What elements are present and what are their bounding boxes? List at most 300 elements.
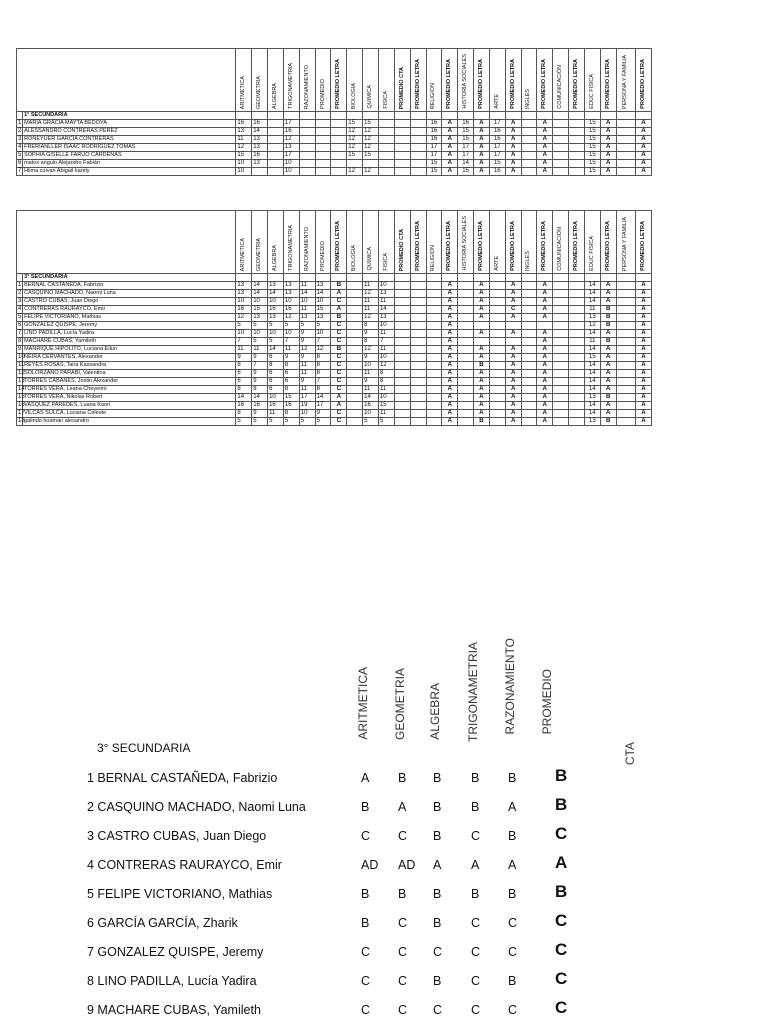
grade-cell bbox=[553, 128, 569, 136]
zoom-average-letter: A bbox=[555, 853, 568, 872]
column-header-label: QUIMICA bbox=[367, 85, 374, 109]
grade-cell bbox=[616, 136, 636, 144]
grade-cell: B bbox=[474, 362, 490, 370]
column-header-label: PROMEDIO LETRA bbox=[604, 59, 611, 109]
column-header-label: BIOLOGIA bbox=[351, 82, 358, 109]
column-header-label: PROMEDIO CTA bbox=[398, 228, 405, 271]
row-number: 3 bbox=[18, 136, 22, 142]
grade-cell: A bbox=[636, 144, 652, 152]
grade-cell: 12 bbox=[283, 136, 299, 144]
grade-cell bbox=[394, 386, 410, 394]
grade-cell: A bbox=[636, 386, 652, 394]
zoom-grade: A bbox=[398, 800, 407, 814]
zoom-grade: B bbox=[433, 974, 442, 988]
grade-cell bbox=[410, 346, 426, 354]
grade-cell: A bbox=[636, 394, 652, 402]
grade-cell: 16 bbox=[426, 136, 442, 144]
grade-cell bbox=[410, 394, 426, 402]
column-header bbox=[252, 211, 268, 274]
column-header-label: EDUC FISICA bbox=[588, 236, 595, 271]
row-number: 15 bbox=[18, 394, 25, 400]
grade-cell bbox=[569, 354, 585, 362]
grade-cell: 10 bbox=[315, 330, 331, 338]
column-header-label: PROMEDIO bbox=[319, 79, 326, 109]
grade-cell bbox=[299, 152, 315, 160]
grade-cell: A bbox=[600, 346, 616, 354]
grade-cell: 12 bbox=[584, 322, 600, 330]
grade-cell: 5 bbox=[252, 322, 268, 330]
column-header bbox=[315, 49, 331, 112]
grade-cell bbox=[569, 346, 585, 354]
student-name: TORRES VERA, Nikolas Robert bbox=[23, 394, 236, 402]
row-number: 2 bbox=[18, 128, 22, 134]
grade-cell: 13 bbox=[252, 160, 268, 168]
grade-cell: A bbox=[474, 410, 490, 418]
student-name: MACHARE CUBAS, Yamileth bbox=[23, 338, 236, 346]
grade-cell bbox=[426, 314, 442, 322]
cell bbox=[252, 274, 268, 282]
grade-cell: 8 bbox=[236, 386, 252, 394]
grade-cell bbox=[616, 120, 636, 128]
grade-cell: 14 bbox=[584, 330, 600, 338]
grade-cell: A bbox=[537, 314, 553, 322]
column-header-label: PROMEDIO LETRA bbox=[541, 59, 548, 109]
grade-cell bbox=[521, 168, 537, 176]
grade-cell: 11 bbox=[299, 282, 315, 290]
column-header bbox=[584, 49, 600, 112]
grade-cell: B bbox=[600, 322, 616, 330]
grade-cell: B bbox=[331, 314, 347, 322]
row-number: 17 bbox=[18, 410, 25, 416]
grades-table-1 bbox=[16, 48, 652, 176]
column-header bbox=[569, 211, 585, 274]
zoom-grade: C bbox=[361, 829, 371, 843]
grade-cell: 8 bbox=[378, 370, 394, 378]
grade-cell bbox=[394, 330, 410, 338]
grade-cell: 14 bbox=[584, 402, 600, 410]
grade-cell: A bbox=[474, 402, 490, 410]
grade-cell bbox=[378, 136, 394, 144]
zoom-grade: C bbox=[398, 945, 408, 959]
table-row bbox=[17, 306, 652, 314]
grade-cell bbox=[394, 128, 410, 136]
grade-cell: 16 bbox=[283, 306, 299, 314]
grade-cell: 6 bbox=[236, 378, 252, 386]
grade-cell: 10 bbox=[378, 394, 394, 402]
grade-cell: 14 bbox=[458, 160, 474, 168]
grade-cell bbox=[347, 378, 363, 386]
grade-cell: 17 bbox=[458, 152, 474, 160]
zoom-student-name: 7 GONZALEZ QUISPE, Jeremy bbox=[87, 945, 264, 959]
grade-cell: A bbox=[636, 298, 652, 306]
zoom-column-header bbox=[356, 640, 376, 740]
grade-cell bbox=[378, 152, 394, 160]
grade-cell: 9 bbox=[363, 378, 379, 386]
grade-cell: 8 bbox=[315, 370, 331, 378]
grade-cell bbox=[426, 330, 442, 338]
grade-cell bbox=[458, 338, 474, 346]
grade-cell: 10 bbox=[299, 410, 315, 418]
grade-cell: A bbox=[537, 362, 553, 370]
grade-cell: A bbox=[442, 378, 458, 386]
grade-cell bbox=[616, 144, 636, 152]
grade-cell bbox=[521, 394, 537, 402]
grade-cell bbox=[458, 362, 474, 370]
row-number: 9 bbox=[18, 346, 22, 352]
grade-cell bbox=[569, 410, 585, 418]
zoom-grade: AD bbox=[398, 858, 416, 872]
zoom-section-title: 3° SECUNDARIA bbox=[97, 741, 191, 755]
grade-cell: A bbox=[636, 282, 652, 290]
column-header bbox=[268, 49, 284, 112]
grade-cell: A bbox=[600, 160, 616, 168]
grade-cell: 16 bbox=[283, 128, 299, 136]
cell bbox=[505, 112, 521, 120]
table-row bbox=[17, 418, 652, 426]
grade-cell: 12 bbox=[347, 144, 363, 152]
column-header bbox=[489, 211, 505, 274]
grade-cell bbox=[537, 322, 553, 330]
cell bbox=[569, 112, 585, 120]
grade-cell bbox=[521, 354, 537, 362]
grade-cell: 10 bbox=[283, 330, 299, 338]
zoom-row bbox=[85, 824, 605, 849]
grade-cell: A bbox=[537, 330, 553, 338]
row-number: 5 bbox=[18, 314, 22, 320]
grade-cell: 12 bbox=[363, 346, 379, 354]
grade-cell: 15 bbox=[584, 160, 600, 168]
grade-cell: 17 bbox=[283, 152, 299, 160]
grade-cell: 12 bbox=[363, 290, 379, 298]
grade-cell: 13 bbox=[236, 282, 252, 290]
table-row bbox=[17, 290, 652, 298]
grade-cell: A bbox=[505, 314, 521, 322]
zoom-grade: C bbox=[471, 974, 481, 988]
grade-cell: A bbox=[474, 298, 490, 306]
grade-cell: 12 bbox=[363, 128, 379, 136]
grade-cell: A bbox=[474, 378, 490, 386]
grade-cell: 12 bbox=[236, 144, 252, 152]
grade-cell: 12 bbox=[347, 128, 363, 136]
grade-cell bbox=[347, 346, 363, 354]
grade-cell bbox=[616, 338, 636, 346]
grade-cell bbox=[268, 120, 284, 128]
grade-cell: 13 bbox=[283, 144, 299, 152]
zoom-grade: B bbox=[361, 887, 370, 901]
grade-cell: A bbox=[442, 314, 458, 322]
column-header-label: PROMEDIO bbox=[319, 241, 326, 271]
table-row bbox=[17, 410, 652, 418]
grade-cell bbox=[394, 402, 410, 410]
zoom-grade: C bbox=[433, 945, 443, 959]
column-header bbox=[331, 211, 347, 274]
column-header bbox=[363, 211, 379, 274]
column-header bbox=[458, 211, 474, 274]
column-header bbox=[268, 211, 284, 274]
zoom-grade: B bbox=[508, 974, 517, 988]
grade-cell bbox=[474, 322, 490, 330]
cell bbox=[363, 274, 379, 282]
grade-cell bbox=[410, 314, 426, 322]
grade-cell bbox=[458, 298, 474, 306]
grade-cell bbox=[521, 402, 537, 410]
zoom-column-header-label: CTA bbox=[623, 741, 637, 765]
grade-cell: 8 bbox=[236, 362, 252, 370]
grade-cell bbox=[474, 338, 490, 346]
grade-cell bbox=[410, 128, 426, 136]
grade-cell: C bbox=[505, 306, 521, 314]
grade-cell bbox=[410, 136, 426, 144]
grade-cell bbox=[315, 144, 331, 152]
grade-cell: A bbox=[474, 306, 490, 314]
grade-cell bbox=[394, 136, 410, 144]
grade-cell bbox=[521, 410, 537, 418]
zoom-grade: C bbox=[508, 916, 518, 930]
grade-cell bbox=[616, 330, 636, 338]
grade-cell bbox=[347, 410, 363, 418]
grade-cell bbox=[252, 168, 268, 176]
column-header-label: INGLES bbox=[525, 250, 532, 271]
table-row bbox=[17, 386, 652, 394]
grade-cell: 13 bbox=[268, 314, 284, 322]
zoom-row bbox=[85, 882, 605, 907]
cell bbox=[268, 274, 284, 282]
grade-cell bbox=[616, 160, 636, 168]
grade-cell bbox=[426, 354, 442, 362]
cell bbox=[378, 274, 394, 282]
grade-cell: 14 bbox=[252, 282, 268, 290]
grade-cell: 15 bbox=[363, 120, 379, 128]
grade-cell: 10 bbox=[268, 330, 284, 338]
student-name: BERNAL CASTAÑEDA, Fabrizio bbox=[23, 282, 236, 290]
grade-cell bbox=[489, 330, 505, 338]
column-header-label: ALGEBRA bbox=[271, 245, 278, 271]
grade-cell: 14 bbox=[584, 282, 600, 290]
zoom-student-name: 2 CASQUINO MACHADO, Naomi Luna bbox=[87, 800, 306, 814]
column-header-label: INGLES bbox=[525, 88, 532, 109]
grade-cell: 11 bbox=[378, 386, 394, 394]
row-number: 14 bbox=[18, 386, 25, 392]
grade-cell: 9 bbox=[363, 330, 379, 338]
zoom-student-name: 4 CONTRERAS RAURAYCO, Emir bbox=[87, 858, 282, 872]
zoom-row bbox=[85, 795, 605, 820]
grade-cell: 10 bbox=[378, 322, 394, 330]
grade-cell: 10 bbox=[378, 354, 394, 362]
grade-cell bbox=[489, 346, 505, 354]
grade-cell bbox=[553, 282, 569, 290]
zoom-grade: B bbox=[433, 771, 442, 785]
table-row bbox=[17, 168, 652, 176]
grade-cell: A bbox=[474, 120, 490, 128]
zoom-column-header-label: ARITMETICA bbox=[356, 667, 370, 740]
grade-cell: A bbox=[537, 354, 553, 362]
column-header bbox=[442, 211, 458, 274]
grade-cell: 15 bbox=[426, 160, 442, 168]
grade-cell: 15 bbox=[489, 160, 505, 168]
grade-cell: A bbox=[442, 410, 458, 418]
grade-cell bbox=[616, 418, 636, 426]
zoom-grade: C bbox=[508, 945, 518, 959]
grade-cell: A bbox=[442, 362, 458, 370]
grade-cell bbox=[521, 120, 537, 128]
grade-cell: A bbox=[537, 418, 553, 426]
student-name: NEIRA CERVANTES, Alexander bbox=[23, 354, 236, 362]
grade-cell: 14 bbox=[252, 290, 268, 298]
grade-cell bbox=[569, 418, 585, 426]
grade-cell: 10 bbox=[236, 298, 252, 306]
grade-cell: C bbox=[331, 410, 347, 418]
column-header bbox=[299, 211, 315, 274]
column-header bbox=[394, 211, 410, 274]
grade-cell: 10 bbox=[268, 394, 284, 402]
grade-cell: A bbox=[537, 338, 553, 346]
grade-cell bbox=[489, 378, 505, 386]
grade-cell bbox=[426, 386, 442, 394]
grade-cell bbox=[553, 330, 569, 338]
cell bbox=[347, 112, 363, 120]
grade-cell bbox=[331, 120, 347, 128]
grade-cell bbox=[410, 282, 426, 290]
student-name: matos angulo Alejandro Fabián bbox=[23, 160, 236, 168]
student-name: CASTRO CUBAS, Juan Diego bbox=[23, 298, 236, 306]
grade-cell: 17 bbox=[283, 120, 299, 128]
cell bbox=[236, 274, 252, 282]
grade-cell: 12 bbox=[363, 144, 379, 152]
grade-cell bbox=[347, 418, 363, 426]
student-name: GONZALEZ QUISPE, Jeremy bbox=[23, 322, 236, 330]
grade-cell: 10 bbox=[283, 160, 299, 168]
column-header bbox=[584, 211, 600, 274]
grade-cell: A bbox=[636, 128, 652, 136]
grade-cell bbox=[458, 394, 474, 402]
grade-cell: A bbox=[600, 386, 616, 394]
grade-cell bbox=[410, 330, 426, 338]
grade-cell bbox=[299, 144, 315, 152]
column-header-label: FISICA bbox=[382, 91, 389, 109]
grade-cell bbox=[268, 128, 284, 136]
grade-cell: A bbox=[442, 306, 458, 314]
grade-cell bbox=[553, 314, 569, 322]
grade-cell: 8 bbox=[315, 362, 331, 370]
grade-cell bbox=[378, 168, 394, 176]
grade-cell bbox=[315, 160, 331, 168]
grade-cell bbox=[569, 136, 585, 144]
zoom-grade: B bbox=[433, 887, 442, 901]
grade-cell: 15 bbox=[584, 152, 600, 160]
grade-cell bbox=[616, 354, 636, 362]
grade-cell: A bbox=[636, 314, 652, 322]
grade-cell: 10 bbox=[252, 298, 268, 306]
grade-cell: 14 bbox=[584, 298, 600, 306]
grade-cell bbox=[616, 370, 636, 378]
cell bbox=[458, 274, 474, 282]
grade-cell: 16 bbox=[458, 120, 474, 128]
cell bbox=[410, 112, 426, 120]
grade-cell: 17 bbox=[426, 152, 442, 160]
student-name: Hiima cuivan Abigail karely bbox=[23, 168, 236, 176]
grade-cell: A bbox=[474, 370, 490, 378]
grade-cell bbox=[616, 298, 636, 306]
row-number: 6 bbox=[18, 322, 22, 328]
grade-cell: 8 bbox=[236, 410, 252, 418]
grade-cell bbox=[347, 160, 363, 168]
grade-cell bbox=[331, 152, 347, 160]
grade-cell bbox=[616, 394, 636, 402]
cell bbox=[537, 274, 553, 282]
grade-cell: 10 bbox=[236, 160, 252, 168]
grade-cell: 14 bbox=[268, 290, 284, 298]
grade-cell: 5 bbox=[315, 418, 331, 426]
grade-cell bbox=[410, 298, 426, 306]
grade-cell: C bbox=[331, 370, 347, 378]
grade-cell: 16 bbox=[363, 402, 379, 410]
grade-cell: A bbox=[636, 120, 652, 128]
column-header-label: ARTE bbox=[493, 94, 500, 109]
grade-cell bbox=[616, 290, 636, 298]
grade-cell bbox=[426, 418, 442, 426]
grade-cell: 9 bbox=[315, 410, 331, 418]
grade-cell: C bbox=[331, 298, 347, 306]
table-row bbox=[17, 370, 652, 378]
grade-cell bbox=[569, 144, 585, 152]
grade-cell bbox=[569, 402, 585, 410]
grade-cell bbox=[347, 402, 363, 410]
grade-cell: A bbox=[636, 290, 652, 298]
row-number: 1 bbox=[18, 282, 22, 288]
column-header bbox=[474, 49, 490, 112]
column-header bbox=[505, 211, 521, 274]
column-header-label: HISTORIA SOCIALES bbox=[462, 216, 469, 271]
column-header-label: ARITMETICA bbox=[240, 237, 247, 271]
grade-cell bbox=[553, 136, 569, 144]
grade-cell bbox=[569, 314, 585, 322]
column-header-label: PROMEDIO LETRA bbox=[414, 59, 421, 109]
grade-cell: 11 bbox=[363, 386, 379, 394]
grade-cell: 11 bbox=[378, 330, 394, 338]
column-header bbox=[489, 49, 505, 112]
grade-cell bbox=[410, 160, 426, 168]
grade-cell: 11 bbox=[584, 338, 600, 346]
grade-cell bbox=[553, 394, 569, 402]
grade-cell: 5 bbox=[268, 322, 284, 330]
zoom-column-header-label: RAZONAMIENTO bbox=[503, 637, 517, 734]
grade-cell bbox=[299, 120, 315, 128]
grade-cell bbox=[458, 386, 474, 394]
grade-cell: 7 bbox=[315, 338, 331, 346]
grade-cell: 13 bbox=[283, 290, 299, 298]
grade-cell: A bbox=[600, 298, 616, 306]
grades-table-2 bbox=[16, 210, 652, 426]
grade-cell: A bbox=[505, 354, 521, 362]
grade-cell bbox=[347, 314, 363, 322]
grade-cell: 8 bbox=[283, 386, 299, 394]
grade-cell bbox=[410, 120, 426, 128]
grade-cell: A bbox=[474, 386, 490, 394]
grade-cell bbox=[505, 338, 521, 346]
zoom-grade: C bbox=[361, 945, 371, 959]
grade-cell bbox=[458, 290, 474, 298]
grade-cell: A bbox=[442, 152, 458, 160]
grade-cell: 16 bbox=[283, 402, 299, 410]
grade-cell: 5 bbox=[268, 418, 284, 426]
grade-cell bbox=[315, 152, 331, 160]
student-name: RONEYUER GARCÍA CONTRERAS bbox=[23, 136, 236, 144]
grade-cell: 11 bbox=[299, 362, 315, 370]
row-number: 7 bbox=[18, 330, 22, 336]
grade-cell: 11 bbox=[299, 306, 315, 314]
zoom-grade: C bbox=[398, 974, 408, 988]
grade-cell bbox=[458, 354, 474, 362]
